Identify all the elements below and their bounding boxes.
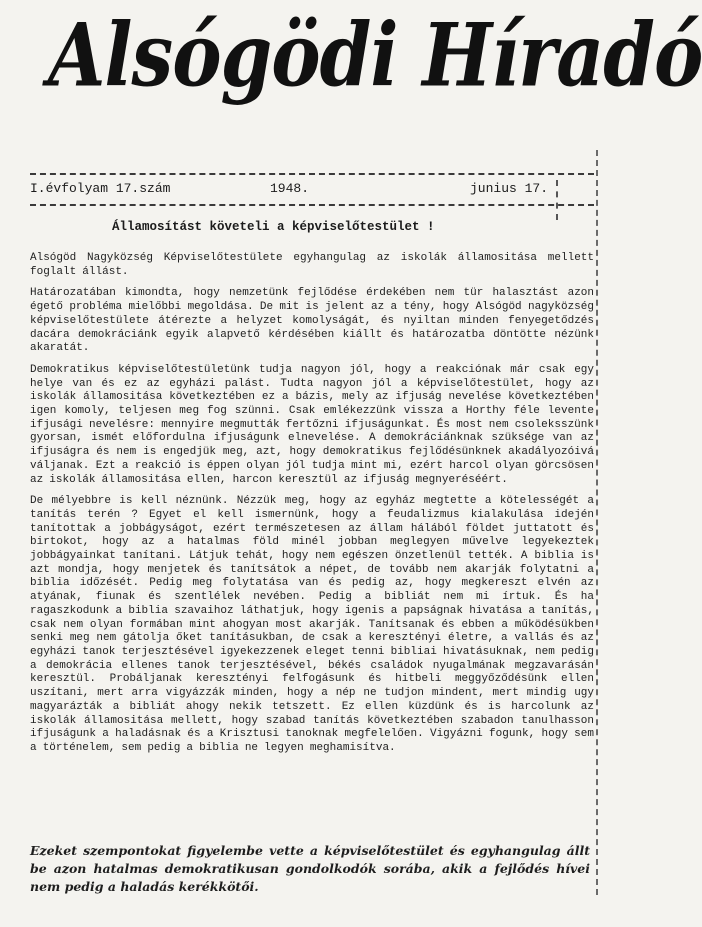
issue-date: junius 17. — [470, 181, 549, 196]
article-headline: Államosítást követeli a képviselőtestület ! — [112, 220, 435, 234]
header-rule-top — [30, 173, 594, 175]
closing-paragraph: Ezeket szempontokat figyelembe vette a képviselőtestület és egyhangulag állt be azon hatalmas demokratikusan gondolkodók sorába, akik a fejlődés hívei nem pedig a haladás kerékkötői. — [30, 843, 590, 894]
paragraph: Alsógöd Nagyközség Képviselőtestülete egyhangulag az iskolák államositása mellett foglalt állást. — [30, 252, 594, 278]
date-dash-line — [556, 180, 558, 220]
masthead-title: Alsógödi Híradó — [48, 5, 702, 107]
margin-dash-line — [596, 150, 598, 895]
issue-year: 1948. — [270, 181, 310, 196]
article-closing — [30, 842, 590, 896]
header-rule-bottom — [30, 204, 594, 206]
issue-line — [30, 178, 550, 200]
paragraph: Határozatában kimondta, hogy nemzetünk fejlődése érdekében nem tür halasztást azon égető probléma mielőbbi megoldása. De mit is jelent az a tény, hogy Alsógöd nagyközség képviselőtestülete átérezte a helyzet komolyságát, és nyiltan minden fenyegetődzés dacára demokráciánk egyik alapvető kérdésében kiállt és határozatba döntötte nézünk akaratát. — [30, 287, 594, 355]
paragraph: De mélyebbre is kell néznünk. Nézzük meg, hogy az egyház megtette a kötelességét a tanítás terén ? Egyet el kell ismernünk, hogy a feudalizmus kialakulása idején tanítottak a jobbágyságot, ezért természetesen az állam hálából földet juttatott és birtokot, hogy az a hatalmas föld minél jobban meglegyen művelve legyekeztek jobbágyainkat tanítani. Látjuk tehát, hogy nem egészen önzetlenül tették. A biblia is azt mondja, hogy menjetek és tanítsátok a népet, de tovább nem akarják folytatni a biblia időzését. Pedig meg folytatása van és pedig az, hogy megkereszt elvén az atyának, fiunak és szentlélek nevében. Pedig a bibliát nem mi írtuk. És ha ragaszkodunk a biblia szavaihoz láthatjuk, hogy igenis a papságnak hivatása a tanítás, csak nem olyan formában mint ahogyan most akarják. Tanítsanak és ebben a működésükben senki meg nem gátolja őket tanításukban, de csak a keresztényi életre, a vallás és az egyházi tanok terjesztésével igyekezzenek eleget tenni bibliai hivatásuknak, nem pedig a demokrácia ellenes tanok terjesztésével, békés családok nyugalmának megzavarásán keresztül. Probáljanak keresztényi felfogásunk és hitbeli meggyőződésünk ellen uszítani, mert arra vigyázzák minden, hogy a nép ne tudjon mindent, mert mindig ugy magyarázták a bibliát ahogy nekik tetszett. Ez ellen küzdünk és is harcolunk az iskolák államositása mellett, hogy szabad tanítás következtében szabadon tanulhasson ifjuságunk a haladásnak és a Krisztusi tanoknak megfelelően. Vigyázni fogunk, hogy sem a történelem, sem pedig a biblia ne legyen meghamisítva. — [30, 495, 594, 754]
article-body — [30, 252, 594, 764]
paragraph: Demokratikus képviselőtestületünk tudja nagyon jól, hogy a reakciónak már csak egy helye van és ez az egyházi palást. Tudta nagyon jól a képviselőtestület, hogy az iskolák államositása következtében ez a bázis, mely az ifjuság nevelése következtében igen komoly, teljesen meg fog szünni. Csak emlékezzünk vissza a Horthy féle levente ifjusági nevelésre: mennyire megmutták fertőzni ifjuságunkat. És most nem csoleksszünk gyorsan, ismét előfordulna ifjuságunk elnevelése. A demokráciánknak szüksége van az ifjuságra és nem is engedjük meg, azt, hogy demokratikus fejlődésünknek akadályozóivá váljanak. Ezt a reakció is éppen olyan jól tudja mint mi, ezért harcol olyan görcsösen az iskolák államositása ellen, harcon keresztül az ifjuság megnyeréséért. — [30, 363, 594, 486]
issue-number: I.évfolyam 17.szám — [30, 181, 171, 196]
